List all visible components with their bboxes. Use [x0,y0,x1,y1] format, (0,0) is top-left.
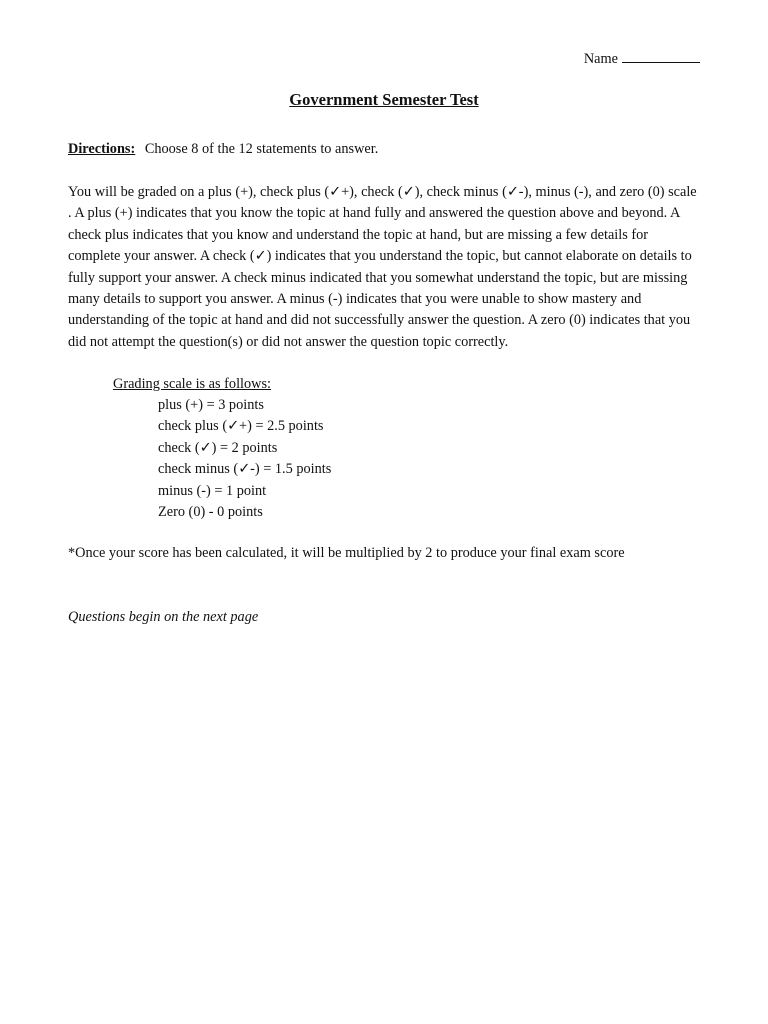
grading-scale-list [158,395,331,523]
grading-scale-item: plus (+) = 3 points [158,397,264,413]
directions [68,141,378,158]
name-field [584,48,700,68]
grading-paragraph: You will be graded on a plus (+), check plus (✓+), check (✓), check minus (✓-), minus (-), and zero (0) scale . A plus (+) indicates that you know the topic at hand fully and answered the question above and beyond. A check plus indicates that you know and understand the topic at hand, but are missing a few details for complete your answer. A check (✓) indicates that you understand the topic, but cannot elaborate on details to fully support your answer. A check minus indicated that you somewhat understand the topic, but are missing many details to support you answer. A minus (-) indicates that you were unable to show mastery and understanding of the topic at hand and did not successfully answer the question. A zero (0) indicates that you did not attempt the question(s) or did not answer the question topic correctly. [68,184,697,350]
grading-scale-item: minus (-) = 1 point [158,482,267,499]
grading-scale-item: Zero (0) - 0 points [158,504,263,521]
name-blank-line[interactable] [622,48,700,63]
grading-scale-item: check (✓) = 2 points [158,439,278,456]
page-title: Government Semester Test [289,90,479,109]
grading-scale-heading: Grading scale is as follows: [113,376,272,392]
score-note: *Once your score has been calculated, it will be multiplied by 2 to produce your final exam score [68,545,625,561]
directions-label: Directions: [68,141,136,157]
directions-text: Choose 8 of the 12 statements to answer. [144,141,379,157]
grading-scale-item: check minus (✓-) = 1.5 points [158,461,332,478]
name-label: Name [583,51,618,67]
next-page-note: Questions begin on the next page [68,609,259,625]
grading-scale-item: check plus (✓+) = 2.5 points [158,418,324,435]
